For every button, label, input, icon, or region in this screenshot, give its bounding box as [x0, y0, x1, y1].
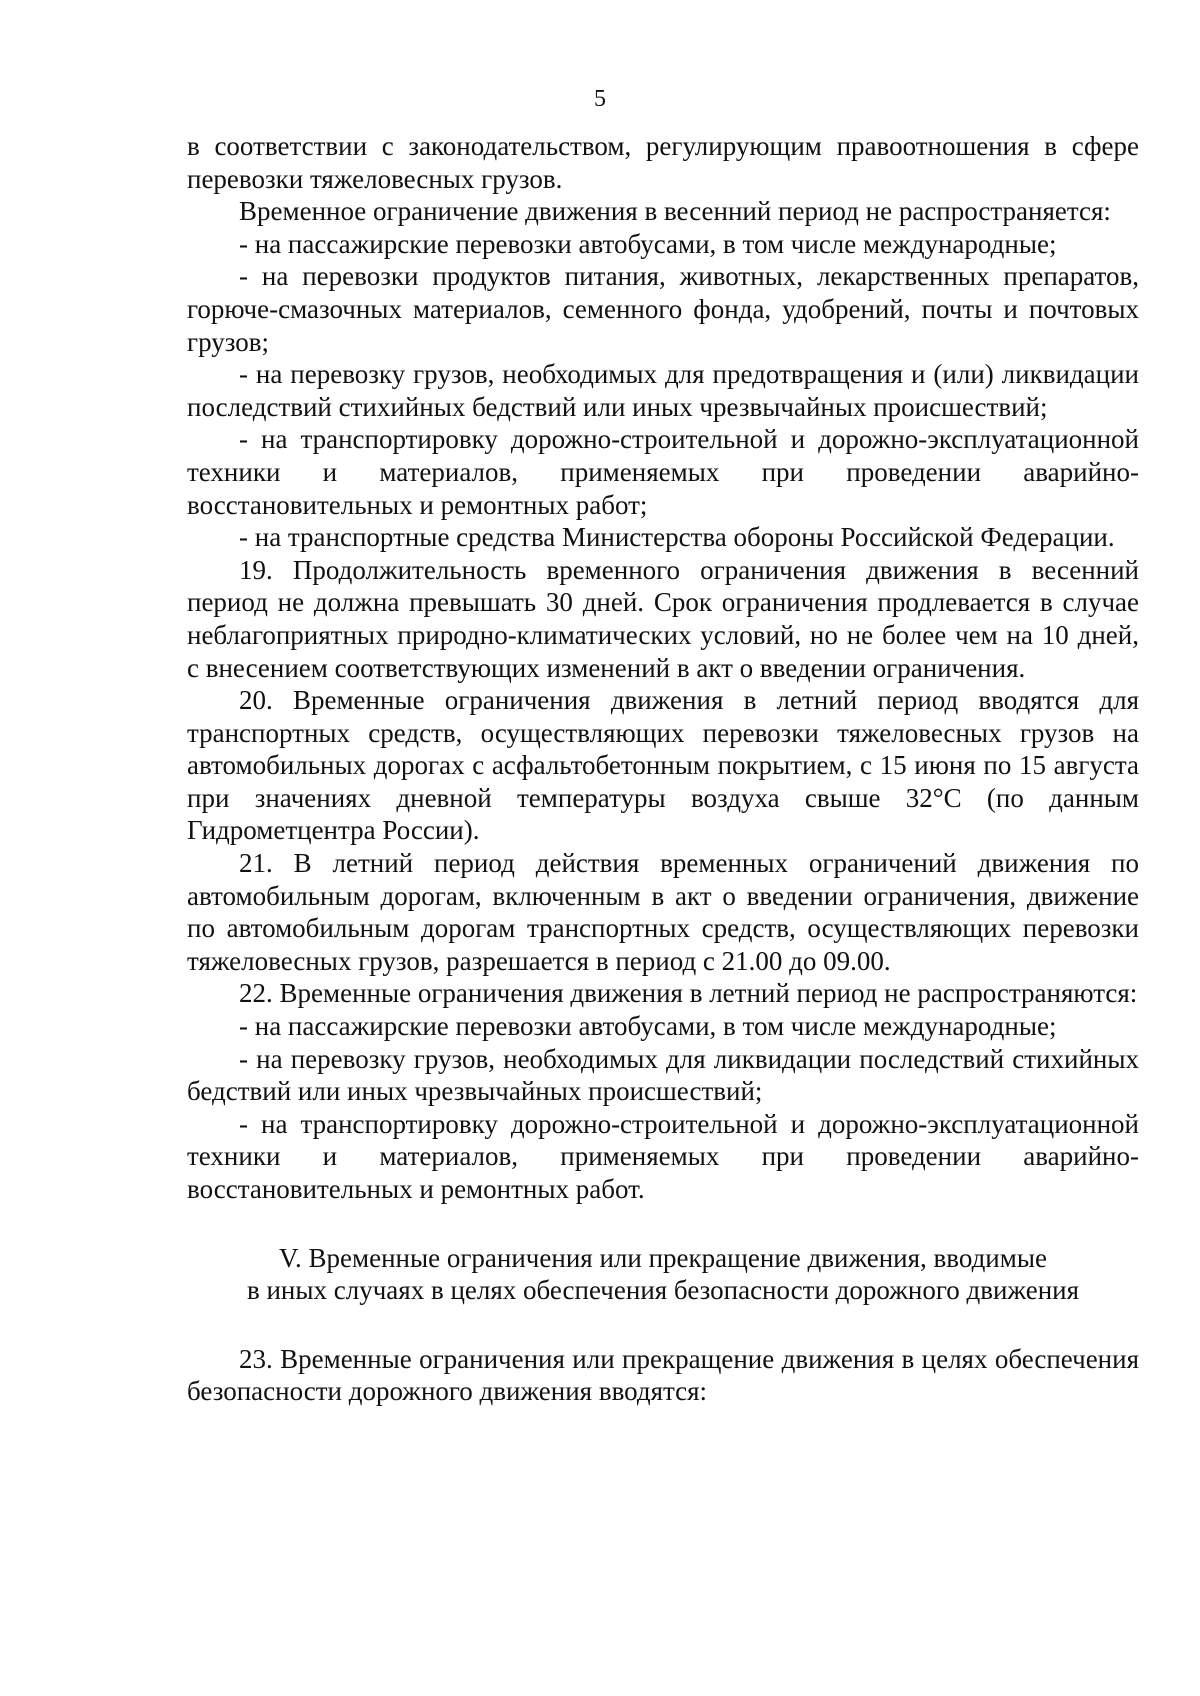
document-body	[187, 130, 1139, 1408]
section-heading-line1: V. Временные ограничения или прекращение движения, вводимые	[279, 1242, 1047, 1273]
list-item-summer-emergency-cargo: - на перевозку грузов, необходимых для ликвидации последствий стихийных бедствий или иных чрезвычайных происшествий;	[187, 1043, 1139, 1107]
paragraph-spring-exceptions-intro: Временное ограничение движения в весенний период не распространяется:	[239, 196, 1111, 227]
page-number: 5	[594, 86, 606, 112]
paragraph-19: 19. Продолжительность временного ограничения движения в весенний период не должна превышать 30 дней. Срок ограничения продлевается в случае неблагоприятных природно-климатических условий, но не более чем на 10 дней, с внесением соответствующих изменений в акт о введении ограничения.	[187, 554, 1139, 683]
section-heading-line2: в иных случаях в целях обеспечения безопасности дорожного движения	[246, 1275, 1080, 1306]
paragraph-23: 23. Временные ограничения или прекращение движения в целях обеспечения безопасности дорожного движения вводятся:	[187, 1343, 1139, 1407]
paragraph-continuation: в соответствии с законодательством, регулирующим правоотношения в сфере перевозки тяжеловесных грузов.	[187, 131, 1139, 194]
list-item-summer-road-machinery: - на транспортировку дорожно-строительной и дорожно-эксплуатационной техники и материалов, применяемых при проведении аварийно-восстановительных и ремонтных работ.	[187, 1108, 1139, 1204]
list-item-defense-vehicles: - на транспортные средства Министерства обороны Российской Федерации.	[239, 522, 1115, 553]
paragraph-21: 21. В летний период действия временных ограничений движения по автомобильным дорогам, включенным в акт о введении ограничения, движение по автомобильным дорогам транспортных средств, осуществляющих перевозки тяжеловесных грузов, разрешается в период с 21.00 до 09.00.	[187, 848, 1139, 976]
list-item-road-machinery: - на транспортировку дорожно-строительной и дорожно-эксплуатационной техники и материалов, применяемых при проведении аварийно-восстановительных и ремонтных работ;	[187, 424, 1139, 520]
list-item-summer-passenger-buses: - на пассажирские перевозки автобусами, в том числе международные;	[239, 1011, 1057, 1042]
paragraph-20: 20. Временные ограничения движения в летний период вводятся для транспортных средств, осуществляющих перевозки тяжеловесных грузов на автомобильных дорогах с асфальтобетонным покрытием, с 15 июня по 15 августа при значениях дневной температуры воздуха свыше 32°С (по данным Гидрометцентра России).	[187, 685, 1139, 846]
paragraph-22: 22. Временные ограничения движения в летний период не распространяются:	[239, 978, 1138, 1009]
list-item-emergency-cargo: - на перевозку грузов, необходимых для предотвращения и (или) ликвидации последствий стихийных бедствий или иных чрезвычайных происшествий;	[187, 359, 1139, 422]
section-heading	[187, 1242, 1139, 1307]
list-item-passenger-buses: - на пассажирские перевозки автобусами, в том числе международные;	[239, 228, 1057, 259]
list-item-food-transport: - на перевозки продуктов питания, животных, лекарственных препаратов, горюче-смазочных материалов, семенного фонда, удобрений, почты и почтовых грузов;	[187, 261, 1139, 357]
